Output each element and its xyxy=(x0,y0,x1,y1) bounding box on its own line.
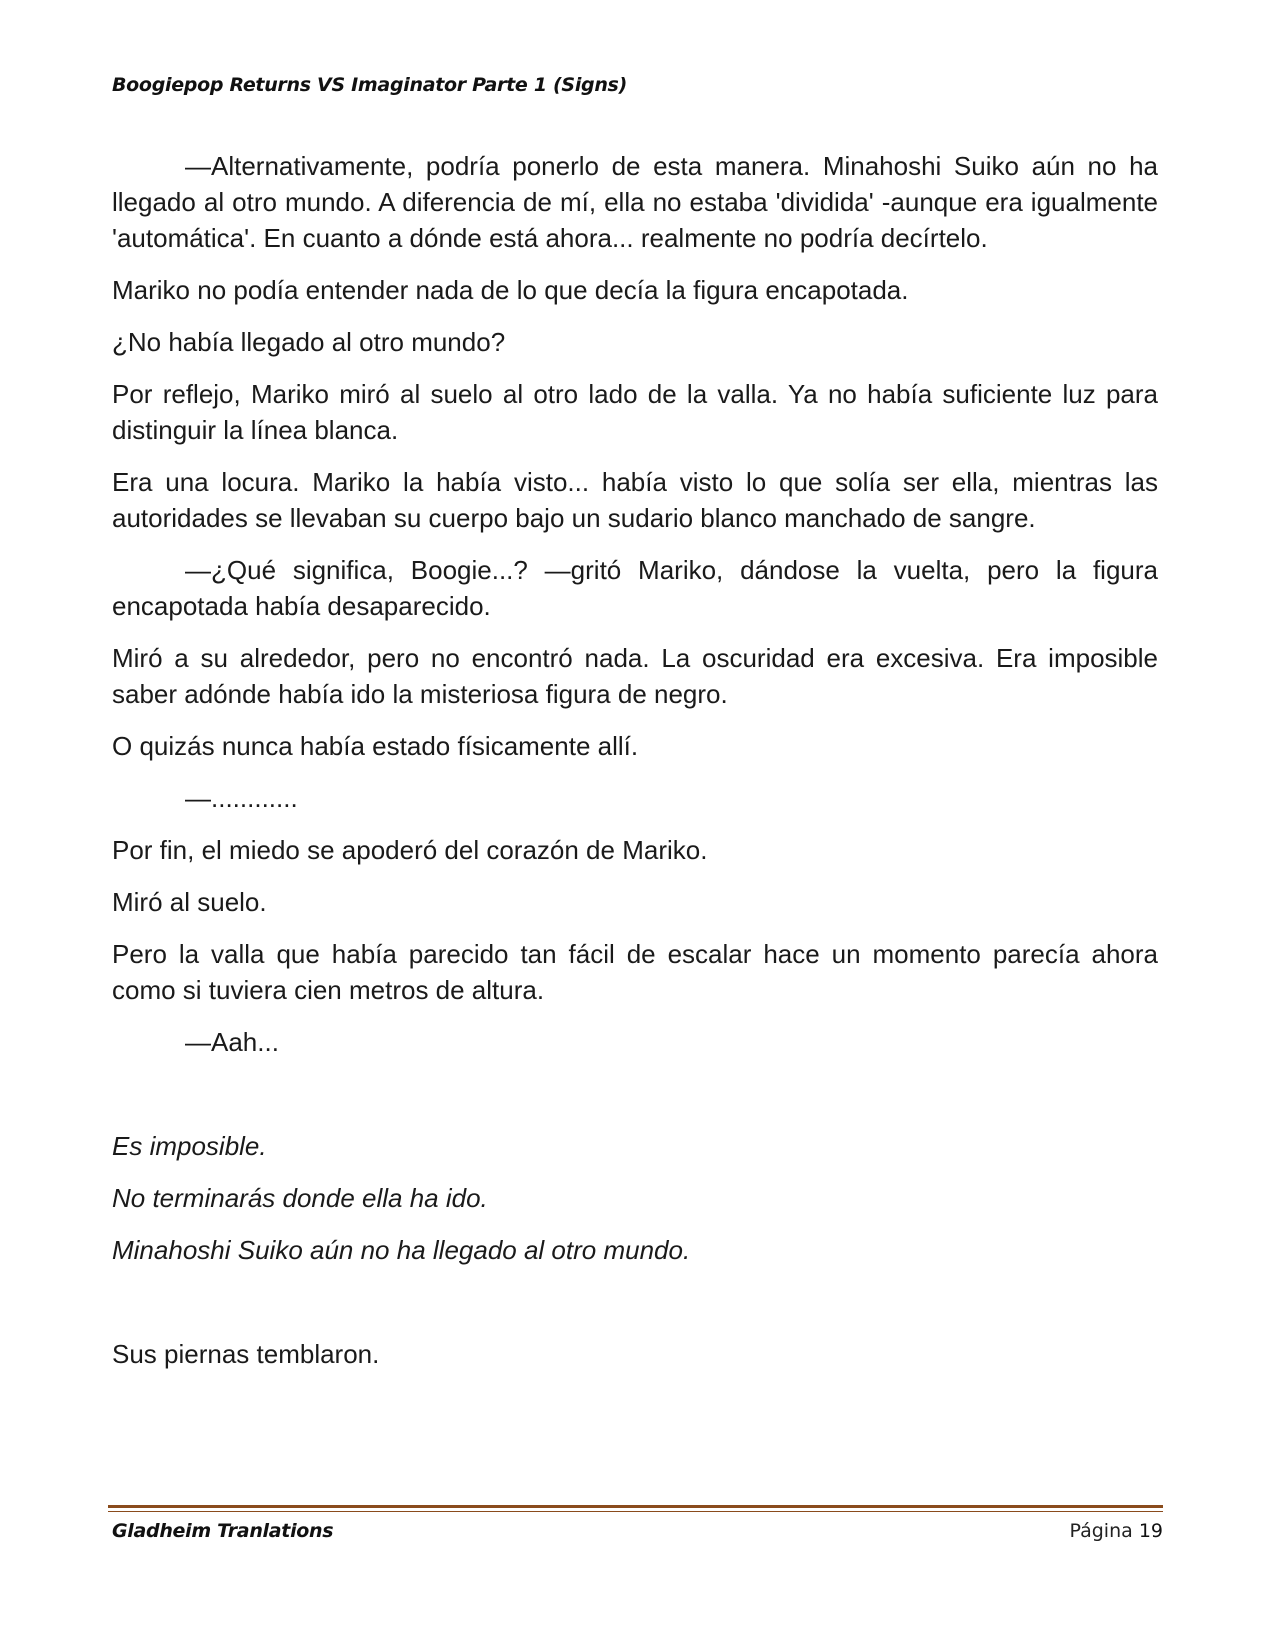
page-number-value: 19 xyxy=(1138,1520,1163,1542)
italic-paragraph: No terminarás donde ella ha ido. xyxy=(112,1183,488,1213)
italic-paragraph: Es imposible. xyxy=(112,1131,267,1161)
paragraph: Miró al suelo. xyxy=(112,887,267,917)
page-number xyxy=(1069,1520,1163,1542)
paragraph: ¿No había llegado al otro mundo? xyxy=(112,327,506,357)
paragraph: Por reflejo, Mariko miró al suelo al otro lado de la valla. Ya no había suficiente luz para distinguir la línea blanca. xyxy=(112,379,1158,445)
page-label: Página xyxy=(1069,1520,1133,1542)
paragraph: Sus piernas temblaron. xyxy=(112,1339,380,1369)
footer-credit: Gladheim Tranlations xyxy=(112,1520,334,1542)
paragraph: Pero la valla que había parecido tan fácil de escalar hace un momento parecía ahora como si tuviera cien metros de altura. xyxy=(112,939,1158,1005)
section-gap xyxy=(112,1076,1158,1128)
paragraph: —¿Qué significa, Boogie...? —gritó Mariko, dándose la vuelta, pero la figura encapotada había desaparecido. xyxy=(112,555,1158,621)
paragraph: O quizás nunca había estado físicamente allí. xyxy=(112,731,639,761)
section-gap xyxy=(112,1284,1158,1336)
paragraph: —Aah... xyxy=(185,1027,279,1057)
body-text xyxy=(112,148,1158,1388)
paragraph: Era una locura. Mariko la había visto... había visto lo que solía ser ella, mientras las autoridades se llevaban su cuerpo bajo un sudario blanco manchado de sangre. xyxy=(112,467,1158,533)
paragraph: Mariko no podía entender nada de lo que decía la figura encapotada. xyxy=(112,275,909,305)
footer-rule xyxy=(108,1505,1163,1508)
footer-rule-thin xyxy=(108,1511,1163,1512)
paragraph: —............ xyxy=(185,783,298,813)
paragraph: Miró a su alrededor, pero no encontró nada. La oscuridad era excesiva. Era imposible saber adónde había ido la misteriosa figura de negro. xyxy=(112,643,1158,709)
paragraph: Por fin, el miedo se apoderó del corazón de Mariko. xyxy=(112,835,708,865)
paragraph: —Alternativamente, podría ponerlo de esta manera. Minahoshi Suiko aún no ha llegado al otro mundo. A diferencia de mí, ella no estaba 'dividida' -aunque era igualmente 'automática'. En cuanto a dónde está ahora... realmente no podría decírtelo. xyxy=(112,151,1158,253)
italic-paragraph: Minahoshi Suiko aún no ha llegado al otro mundo. xyxy=(112,1235,691,1265)
running-header: Boogiepop Returns VS Imaginator Parte 1 (Signs) xyxy=(112,74,627,96)
